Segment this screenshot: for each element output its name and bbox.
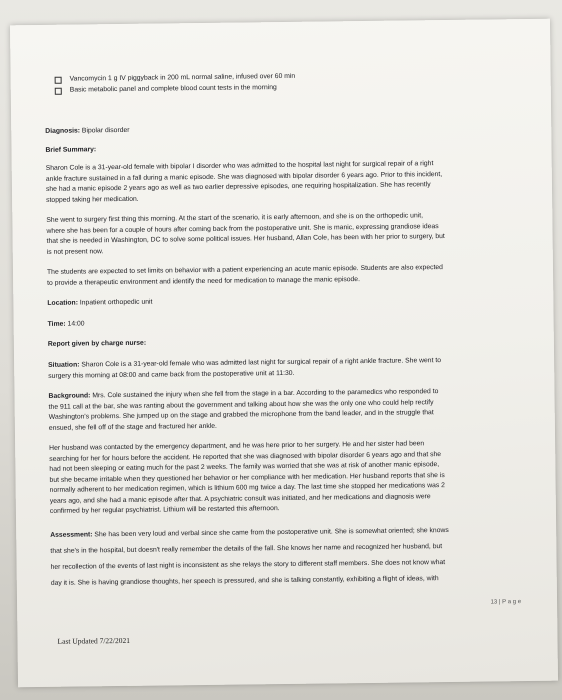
document-content [45, 69, 531, 600]
text-line: Her husband was contacted by the emergency department, and he was here prior to her surgery. He and her sister had been [49, 440, 425, 453]
summary-paragraph [47, 262, 527, 289]
document-page [10, 19, 558, 688]
text-line: she had a manic episode 2 years ago as well as two earlier depressive episodes, one requiring hospitalization. She has recently [45, 181, 431, 194]
text-line: the 911 call at the bar, she was ranting about the government and talking about how she was the only one who could help rectify [48, 398, 434, 411]
text-line: searching for her for hours before the accident. He reported that she was diagnosed with bipolar disorder 6 years ago and that she [49, 450, 442, 463]
footer-last-updated: Last Updated 7/22/2021 [57, 635, 131, 646]
checklist-text: Basic metabolic panel and complete blood count tests in the morning [69, 84, 277, 94]
text-line: had not been sleeping or eating much for the past 2 weeks. The family was worried that she was at risk of another manic episode, [49, 461, 440, 474]
background-label: Background: [48, 392, 91, 400]
checklist-text: Vancomycin 1 g IV piggyback in 200 mL normal saline, infused over 60 min [69, 73, 296, 83]
text-line: Sharon Cole is a 31-year-old female who was admitted last night for surgical repair of a right ankle fracture. She went to [81, 357, 442, 369]
checkbox-icon[interactable] [55, 88, 62, 95]
time-value: 14:00 [67, 320, 85, 328]
location [47, 293, 527, 309]
text-line: confirmed by her regular psychiatrist. Lithium will be restarted this afternoon. [49, 505, 280, 516]
text-line: normally adherent to her medication regimen, which is lithium 600 mg twice a day. The last time she stopped her medications was 2 [49, 482, 445, 495]
diagnosis-label: Diagnosis: [45, 127, 81, 135]
brief-summary-heading [45, 140, 525, 156]
text-line: day it is. She is having grandiose thoughts, her speech is pressured, and she is talking constantly, exhibiting a flight of ideas, with [50, 574, 439, 587]
situation [48, 355, 528, 382]
text-line: ensued, she fell off of the stage and fractured her ankle. [48, 422, 217, 432]
text-line: to provide a therapeutic environment and identify the need for medication to manage the manic episode. [47, 275, 361, 287]
text-line: The students are expected to set limits on behavior with a patient experiencing an acute manic episode. Students are also expected [46, 264, 443, 277]
time-label: Time: [47, 320, 66, 328]
assessment [50, 522, 531, 592]
text-line: Sharon Cole is a 31-year-old female with bipolar I disorder who was admitted to the hospital last night for surgical repair of a right [45, 160, 434, 172]
assessment-label: Assessment: [50, 531, 93, 539]
text-line: surgery this morning at 08:00 and came back from the postoperative unit at 11:30. [48, 369, 295, 380]
text-line: She has been very loud and verbal since she came from the postoperative unit. She is somewhat oriented; she knows [94, 526, 449, 539]
background [48, 386, 528, 434]
diagnosis-value: Bipolar disorder [81, 126, 130, 135]
report-header-text: Report given by charge nurse: [47, 340, 147, 349]
text-line: years ago, and she had a manic episode after that. A psychiatric consult was initiated, and her medications and diagnosis were [49, 493, 431, 505]
summary-paragraph [46, 210, 526, 258]
text-line: where she has been for a couple of hours after coming back from the postoperative unit. She is manic, expressing grandiose ideas [46, 222, 439, 235]
husband-paragraph [49, 438, 530, 518]
page-number: 13 | P a g e [490, 599, 522, 606]
situation-label: Situation: [48, 361, 80, 369]
brief-summary-label: Brief Summary: [45, 145, 97, 154]
time [48, 314, 528, 330]
summary-paragraph [46, 158, 526, 206]
text-line: but she became irritable when they questioned her behavior or her compliance with her medication. Her husband reports that she is [49, 471, 445, 484]
text-line: that she is needed in Washington, DC to solve some political issues. Her husband, Allan Cole, has been with her prior to surgery, but [46, 233, 445, 246]
checkbox-icon[interactable] [55, 77, 62, 84]
text-line: her recollection of the events of last night is inconsistent as she relays the story to different staff members. She does not know what [50, 558, 446, 571]
text-line: that she's in the hospital, but doesn't really remember the details of the fall. She knows her name and recognized her husband, but [50, 542, 443, 555]
text-line: stopped taking her medication. [46, 195, 139, 204]
report-header [48, 334, 528, 350]
location-label: Location: [47, 299, 79, 308]
text-line: Washington's problems. She jumped up on the stage and grabbed the microphone from the band leader, and in the struggle that [48, 409, 434, 421]
text-line: is not present now. [46, 247, 104, 256]
text-line: Mrs. Cole sustained the injury when she fell from the stage in a bar. According to the paramedics who responded to [92, 388, 439, 400]
location-value: Inpatient orthopedic unit [79, 298, 153, 307]
text-line: ankle fracture sustained in a fall during a manic episode. She was diagnosed with bipolar disorder 6 years ago. Prior to this incident, [45, 170, 443, 183]
text-line: She went to surgery first thing this morning. At the start of the scenario, it is early afternoon, and she is on the orthopedic unit, [46, 212, 424, 225]
